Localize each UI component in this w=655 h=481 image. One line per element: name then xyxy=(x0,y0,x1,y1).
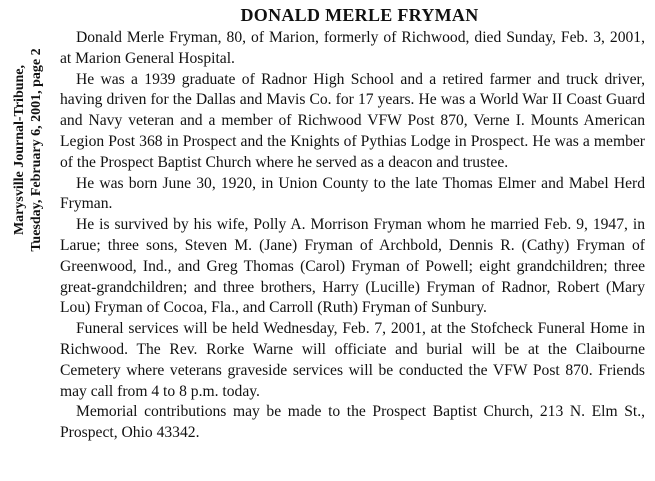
source-caption-publication: Marysville Journal-Tribune, xyxy=(12,64,27,236)
source-caption-date: Tuesday, February 6, 2001, page 2 xyxy=(29,48,44,252)
paragraph-funeral-services: Funeral services will be held Wednesday, Feb. 7, 2001, at the Stofcheck Funeral Home in Richwood. The Rev. Rorke Warne will officiate and burial will be at the Claibourne Cemetery where veterans graveside services will be conducted the VFW Post 870. Friends may call from 4 to 8 p.m. today. xyxy=(60,320,645,400)
obituary-article xyxy=(60,4,645,444)
headline: DONALD MERLE FRYMAN xyxy=(240,5,479,25)
paragraph-survivors: He is survived by his wife, Polly A. Morrison Fryman whom he married Feb. 9, 1947, in Larue; three sons, Steven M. (Jane) Fryman of Archbold, Dennis R. (Cathy) Fryman of Greenwood, Ind., and Greg Thomas (Carol) Fryman of Powell; eight grandchildren; three great-grandchildren; and three brothers, Harry (Lucille) Fryman of Radnor, Robert (Mary Lou) Fryman of Cocoa, Fla., and Carroll (Ruth) Fryman of Sunbury. xyxy=(60,216,645,317)
paragraph-biography: He was a 1939 graduate of Radnor High School and a retired farmer and truck driver, having driven for the Dallas and Mavis Co. for 17 years. He was a World War II Coast Guard and Navy veteran and a member of Richwood VFW Post 870, Verne I. Mounts American Legion Post 368 in Prospect and the Knights of Pythias Lodge in Prospect. He was a member of the Prospect Baptist Church where he served as a deacon and trustee. xyxy=(60,70,645,171)
paragraph-death-notice: Donald Merle Fryman, 80, of Marion, formerly of Richwood, died Sunday, Feb. 3, 2001, at Marion General Hospital. xyxy=(60,29,645,67)
source-caption xyxy=(0,0,56,481)
paragraph-memorial: Memorial contributions may be made to the Prospect Baptist Church, 213 N. Elm St., Prospect, Ohio 43342. xyxy=(60,403,645,442)
paragraph-birth: He was born June 30, 1920, in Union County to the late Thomas Elmer and Mabel Herd Fryman. xyxy=(60,174,645,213)
source-caption-rotated xyxy=(11,0,45,300)
